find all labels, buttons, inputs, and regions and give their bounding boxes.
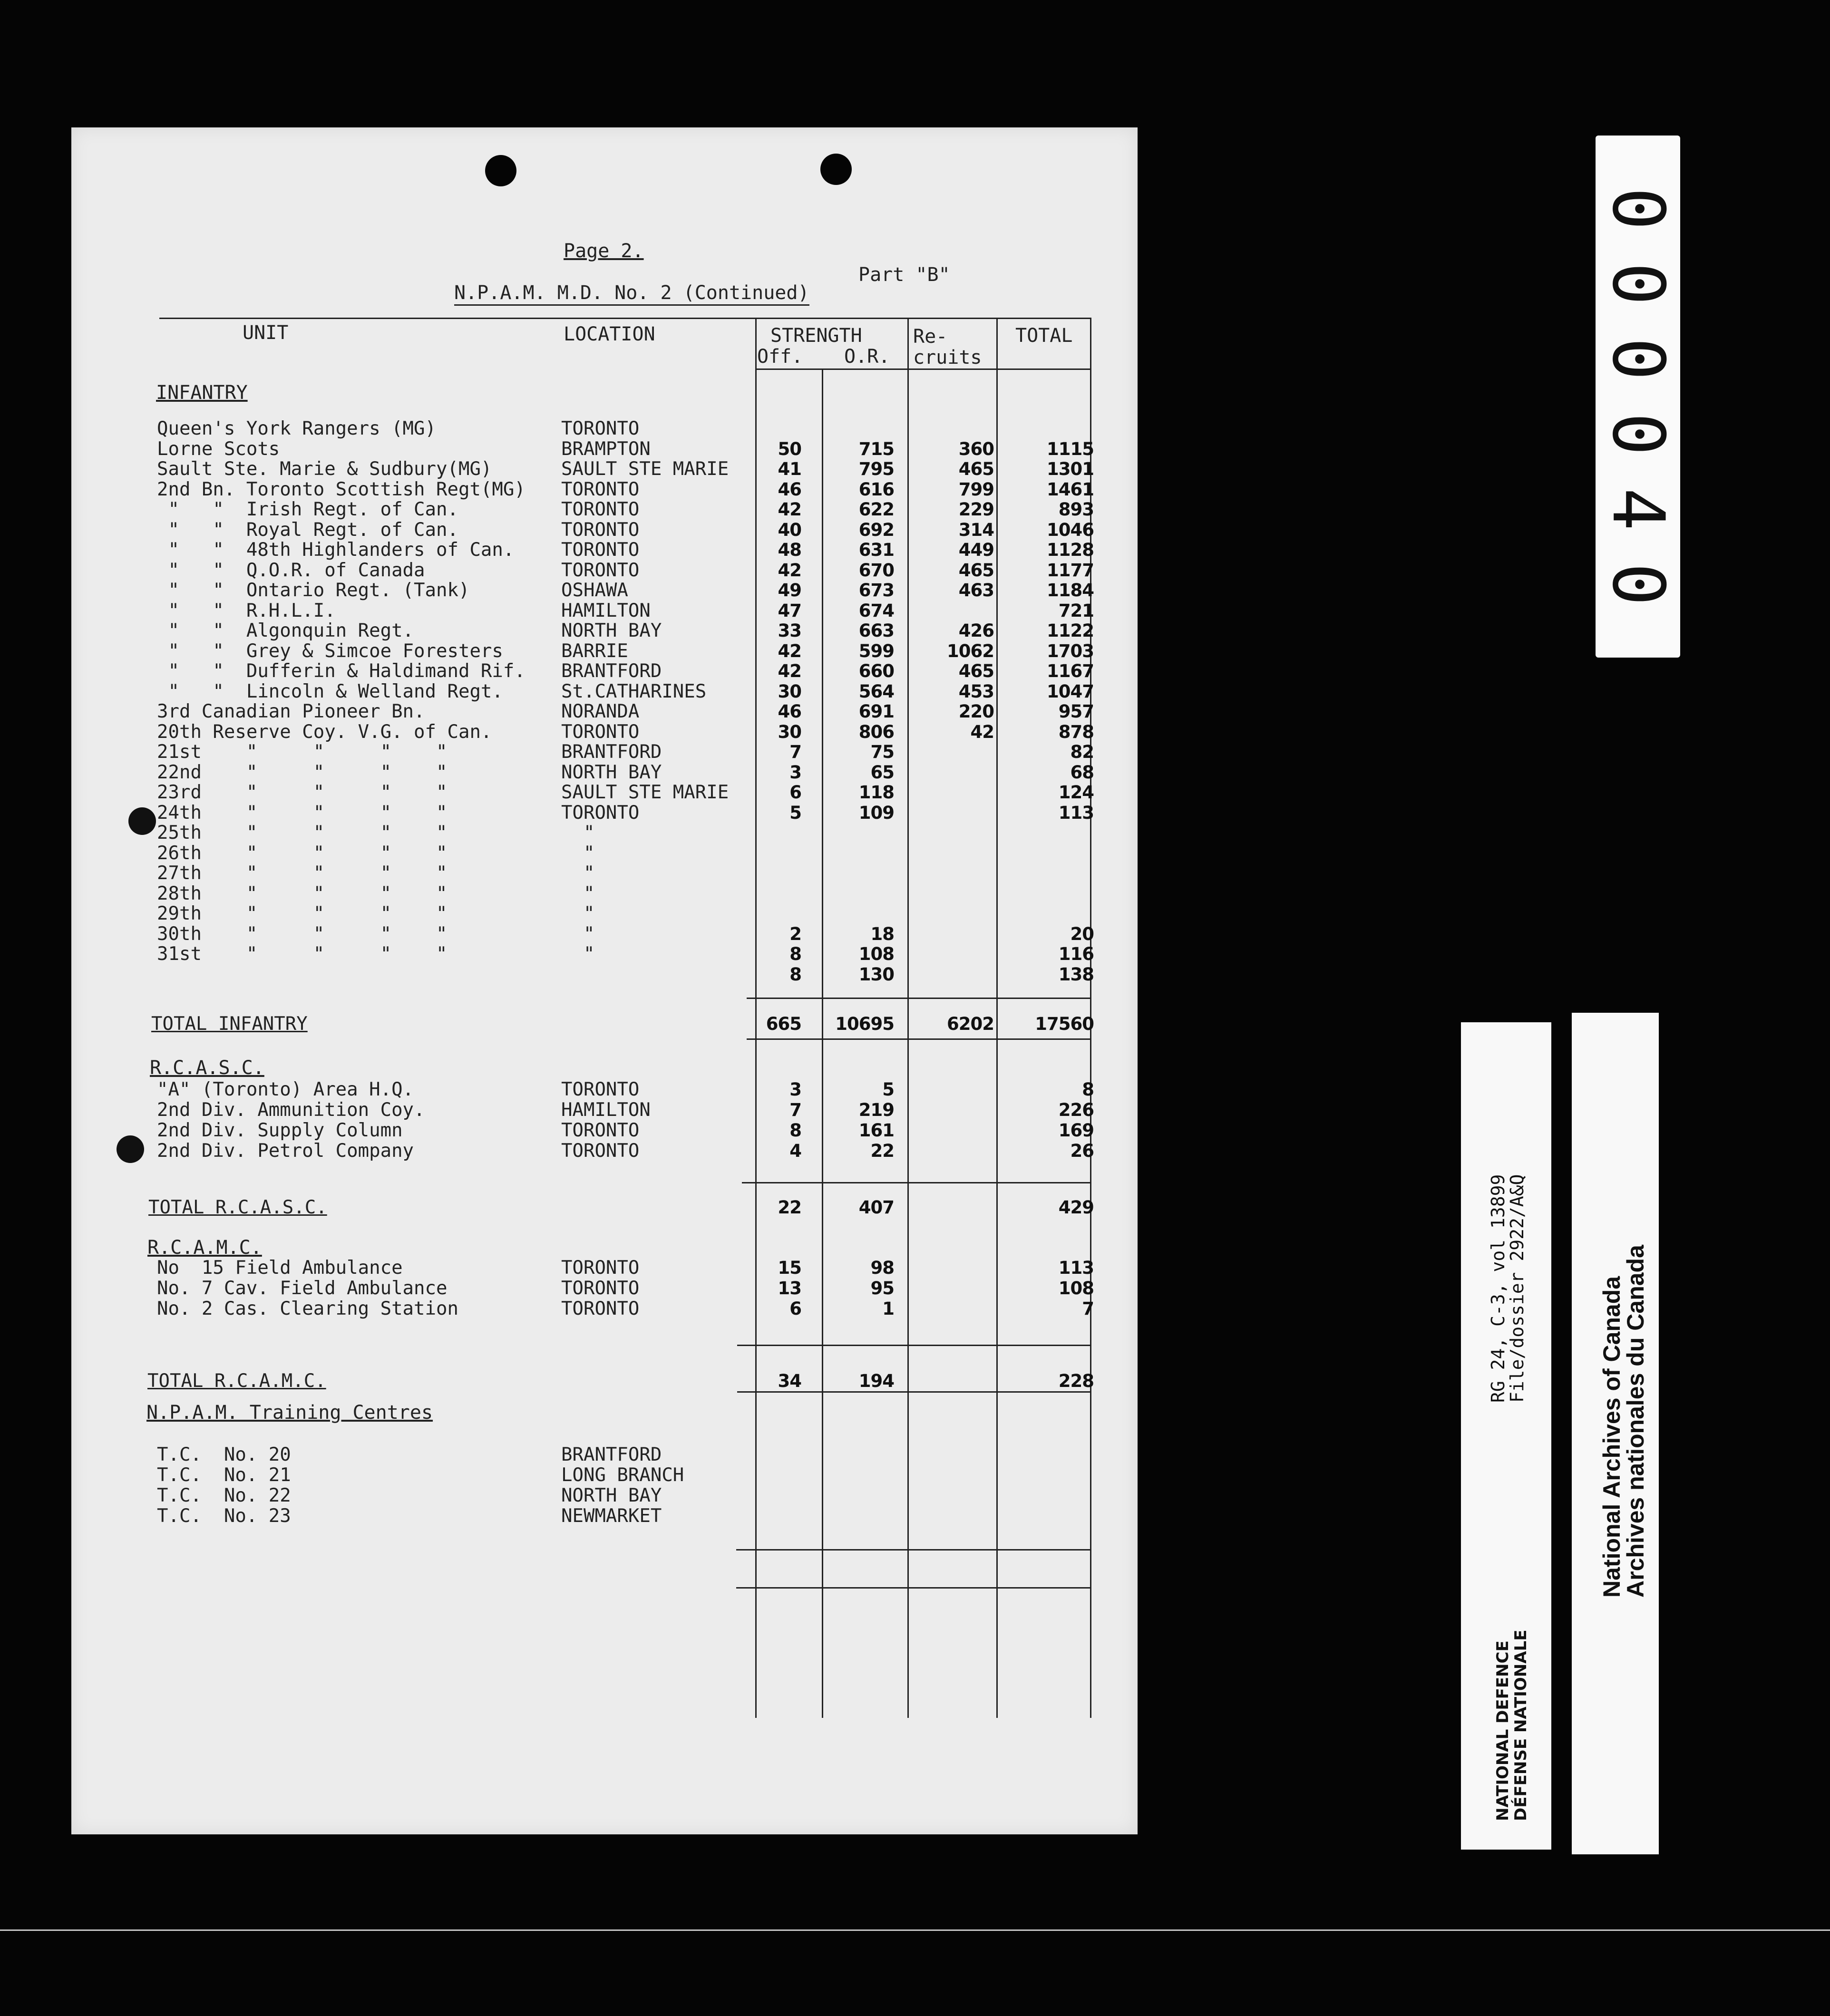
infantry-row bbox=[71, 540, 1138, 560]
header-bottom-rule bbox=[756, 368, 1091, 370]
infantry-or-value: 118 bbox=[858, 782, 894, 803]
infantry-location: TORONTO bbox=[561, 802, 640, 824]
frame-digit: 0 bbox=[1596, 562, 1679, 606]
infantry-unit: 23rd " " " " bbox=[157, 782, 448, 803]
infantry-rec-value: 314 bbox=[958, 519, 994, 540]
infantry-location: " bbox=[561, 842, 595, 864]
infantry-rec-value: 449 bbox=[958, 540, 994, 560]
rcasc-unit: 2nd Div. Petrol Company bbox=[157, 1140, 414, 1162]
infantry-location: TORONTO bbox=[561, 418, 640, 439]
infantry-row bbox=[71, 803, 1138, 823]
infantry-tot-value: 1046 bbox=[1047, 519, 1094, 540]
total-rcasc-row bbox=[71, 1197, 1138, 1218]
total-rcasc-off: 22 bbox=[778, 1197, 801, 1218]
infantry-off-value: 33 bbox=[778, 620, 801, 641]
rcamc-unit: No. 7 Cav. Field Ambulance bbox=[157, 1278, 448, 1299]
infantry-location: " bbox=[561, 923, 595, 945]
rcasc-row bbox=[71, 1120, 1138, 1141]
infantry-tot-value: 68 bbox=[1070, 762, 1094, 783]
total-infantry-label: TOTAL INFANTRY bbox=[151, 1013, 308, 1035]
infantry-row bbox=[71, 520, 1138, 540]
infantry-location: TORONTO bbox=[561, 721, 640, 743]
infantry-rec-value: 465 bbox=[958, 459, 994, 479]
section-infantry: INFANTRY bbox=[156, 382, 248, 404]
infantry-row bbox=[71, 742, 1138, 762]
training-row bbox=[71, 1506, 1138, 1526]
rcasc-tot-value: 8 bbox=[1082, 1079, 1094, 1100]
infantry-unit: " " Dufferin & Haldimand Rif. bbox=[157, 660, 526, 682]
table-end-rule-1 bbox=[736, 1549, 1091, 1551]
training-row bbox=[71, 1444, 1138, 1465]
infantry-tot-value: 1047 bbox=[1047, 681, 1094, 702]
infantry-location: " bbox=[561, 903, 595, 924]
rcasc-location: TORONTO bbox=[561, 1140, 640, 1162]
rcasc-off-value: 4 bbox=[789, 1141, 801, 1161]
infantry-unit: 31st " " " " bbox=[157, 943, 448, 965]
infantry-tot-value: 721 bbox=[1058, 600, 1094, 621]
rcasc-location: HAMILTON bbox=[561, 1099, 651, 1121]
rcasc-location: TORONTO bbox=[561, 1079, 640, 1100]
margin-bullet-1 bbox=[128, 807, 156, 835]
infantry-or-value: 691 bbox=[858, 701, 894, 722]
infantry-or-value: 65 bbox=[870, 762, 894, 783]
rcamc-unit: No. 2 Cas. Clearing Station bbox=[157, 1298, 458, 1319]
infantry-off-value: 46 bbox=[778, 701, 801, 722]
rcamc-tot-value: 7 bbox=[1082, 1299, 1094, 1319]
infantry-unit: 29th " " " " bbox=[157, 903, 448, 924]
infantry-tot-value: 116 bbox=[1058, 944, 1094, 964]
infantry-rec-value: 465 bbox=[958, 661, 994, 681]
rcamc-off-value: 13 bbox=[778, 1278, 801, 1299]
infantry-rec-value: 229 bbox=[958, 499, 994, 520]
infantry-tot-value: 893 bbox=[1058, 499, 1094, 520]
infantry-or-value: 795 bbox=[858, 459, 894, 479]
infantry-row bbox=[71, 479, 1138, 500]
frame-digit: 0 bbox=[1596, 187, 1679, 231]
infantry-total-rule bbox=[747, 998, 1091, 999]
infantry-row bbox=[71, 823, 1138, 843]
infantry-unit: " " Irish Regt. of Can. bbox=[157, 499, 458, 520]
training-unit: T.C. No. 20 bbox=[157, 1444, 291, 1465]
total-infantry-off: 665 bbox=[766, 1014, 801, 1034]
rcamc-total-rule bbox=[737, 1345, 1091, 1346]
infantry-location: SAULT STE MARIE bbox=[561, 782, 729, 803]
infantry-row bbox=[71, 580, 1138, 601]
rcamc-unit: No 15 Field Ambulance bbox=[157, 1257, 403, 1279]
infantry-off-value: 47 bbox=[778, 600, 801, 621]
section-rcamc: R.C.A.M.C. bbox=[147, 1237, 262, 1259]
rcamc-location: TORONTO bbox=[561, 1257, 640, 1279]
rcamc-row bbox=[71, 1278, 1138, 1299]
infantry-row bbox=[71, 439, 1138, 459]
infantry-off-value: 7 bbox=[789, 742, 801, 762]
header-recruits: Re- cruits bbox=[913, 326, 982, 368]
infantry-or-value: 806 bbox=[858, 721, 894, 742]
rcamc-or-value: 95 bbox=[870, 1278, 894, 1299]
archives-line-2: Archives nationales du Canada bbox=[1622, 1245, 1649, 1598]
infantry-or-value: 660 bbox=[858, 661, 894, 681]
infantry-off-value: 8 bbox=[789, 964, 801, 985]
rcasc-off-value: 8 bbox=[789, 1120, 801, 1141]
total-infantry-row bbox=[71, 1014, 1138, 1034]
infantry-unit: 24th " " " " bbox=[157, 802, 448, 824]
infantry-off-value: 49 bbox=[778, 580, 801, 601]
training-location: LONG BRANCH bbox=[561, 1464, 684, 1486]
infantry-or-value: 18 bbox=[870, 923, 894, 944]
rcasc-unit: "A" (Toronto) Area H.Q. bbox=[157, 1079, 414, 1100]
infantry-tot-value: 1184 bbox=[1047, 580, 1094, 601]
header-off: Off. bbox=[757, 346, 803, 368]
training-row bbox=[71, 1485, 1138, 1506]
infantry-off-value: 6 bbox=[789, 782, 801, 803]
page-number: Page 2. bbox=[564, 240, 644, 262]
header-unit: UNIT bbox=[243, 322, 289, 344]
infantry-or-value: 75 bbox=[870, 742, 894, 762]
infantry-tot-value: 113 bbox=[1058, 802, 1094, 823]
infantry-row bbox=[71, 722, 1138, 742]
rcasc-unit: 2nd Div. Supply Column bbox=[157, 1120, 403, 1141]
rcasc-row bbox=[71, 1100, 1138, 1120]
frame-digit: 0 bbox=[1596, 337, 1679, 381]
infantry-row bbox=[71, 782, 1138, 803]
infantry-off-value: 5 bbox=[789, 802, 801, 823]
infantry-row bbox=[71, 924, 1138, 944]
total-rcamc-off: 34 bbox=[778, 1371, 801, 1391]
infantry-rec-value: 1062 bbox=[947, 640, 994, 661]
infantry-row bbox=[71, 601, 1138, 621]
total-rcamc-total: 228 bbox=[1058, 1371, 1094, 1391]
rcamc-location: TORONTO bbox=[561, 1298, 640, 1319]
infantry-row bbox=[71, 883, 1138, 904]
infantry-or-value: 622 bbox=[858, 499, 894, 520]
training-unit: T.C. No. 22 bbox=[157, 1485, 291, 1506]
infantry-unit: " " R.H.L.I. bbox=[157, 600, 336, 621]
infantry-off-value: 30 bbox=[778, 681, 801, 702]
infantry-location: BARRIE bbox=[561, 640, 628, 662]
infantry-location: OSHAWA bbox=[561, 580, 628, 601]
infantry-or-value: 715 bbox=[858, 438, 894, 459]
infantry-location: TORONTO bbox=[561, 539, 640, 561]
infantry-location: BRAMPTON bbox=[561, 438, 651, 460]
rcamc-off-value: 6 bbox=[789, 1299, 801, 1319]
infantry-unit: 27th " " " " bbox=[157, 863, 448, 884]
infantry-off-value: 46 bbox=[778, 479, 801, 500]
frame-digit: 0 bbox=[1596, 262, 1679, 306]
rcasc-tot-value: 226 bbox=[1058, 1100, 1094, 1120]
infantry-unit: 3rd Canadian Pioneer Bn. bbox=[157, 701, 425, 722]
infantry-row bbox=[71, 843, 1138, 863]
margin-bullet-2 bbox=[117, 1135, 144, 1163]
infantry-or-value: 599 bbox=[858, 640, 894, 661]
infantry-unit: Queen's York Rangers (MG) bbox=[157, 418, 436, 439]
infantry-row bbox=[71, 620, 1138, 641]
infantry-unit: " " Algonquin Regt. bbox=[157, 620, 414, 641]
infantry-tot-value: 878 bbox=[1058, 721, 1094, 742]
infantry-unit: 2nd Bn. Toronto Scottish Regt(MG) bbox=[157, 478, 526, 500]
section-training-centres: N.P.A.M. Training Centres bbox=[146, 1402, 433, 1424]
rcasc-row bbox=[71, 1141, 1138, 1161]
part-label: Part "B" bbox=[858, 264, 950, 286]
infantry-tot-value: 1115 bbox=[1047, 438, 1094, 459]
infantry-off-value: 48 bbox=[778, 540, 801, 560]
infantry-location: NORTH BAY bbox=[561, 620, 662, 641]
rcasc-off-value: 3 bbox=[789, 1079, 801, 1100]
rcasc-row bbox=[71, 1079, 1138, 1100]
infantry-unit: Lorne Scots bbox=[157, 438, 280, 460]
infantry-unit: " " Q.O.R. of Canada bbox=[157, 559, 425, 581]
total-infantry-total: 17560 bbox=[1035, 1014, 1094, 1034]
infantry-location: " bbox=[561, 822, 595, 843]
infantry-off-value: 40 bbox=[778, 519, 801, 540]
rcamc-or-value: 98 bbox=[870, 1258, 894, 1278]
infantry-unit: " " Royal Regt. of Can. bbox=[157, 519, 458, 541]
infantry-rec-value: 42 bbox=[970, 721, 994, 742]
rcasc-or-value: 219 bbox=[858, 1100, 894, 1120]
infantry-location: TORONTO bbox=[561, 499, 640, 520]
infantry-location: " bbox=[561, 882, 595, 904]
rcamc-tot-value: 108 bbox=[1058, 1278, 1094, 1299]
infantry-location: BRANTFORD bbox=[561, 660, 662, 682]
rcamc-total-bottom-rule bbox=[737, 1391, 1091, 1393]
total-rcasc-or: 407 bbox=[858, 1197, 894, 1218]
infantry-unit: " " Grey & Simcoe Foresters bbox=[157, 640, 503, 662]
infantry-location: NORANDA bbox=[561, 701, 640, 722]
infantry-tot-value: 1177 bbox=[1047, 560, 1094, 581]
infantry-location: TORONTO bbox=[561, 519, 640, 541]
infantry-off-value: 42 bbox=[778, 499, 801, 520]
reference-line-2: File/dossier 2922/A&Q bbox=[1507, 1174, 1528, 1403]
infantry-row bbox=[71, 863, 1138, 883]
section-rcasc: R.C.A.S.C. bbox=[150, 1057, 264, 1079]
infantry-tot-value: 1128 bbox=[1047, 540, 1094, 560]
infantry-off-value: 42 bbox=[778, 661, 801, 681]
infantry-or-value: 130 bbox=[858, 964, 894, 985]
punch-hole-right bbox=[820, 154, 852, 185]
infantry-tot-value: 1301 bbox=[1047, 459, 1094, 479]
infantry-off-value: 30 bbox=[778, 721, 801, 742]
rcasc-off-value: 7 bbox=[789, 1100, 801, 1120]
rcasc-total-rule bbox=[742, 1182, 1091, 1183]
reference-line-1: RG 24, C-3, vol 13899 bbox=[1488, 1174, 1509, 1403]
infantry-unit: 30th " " " " bbox=[157, 923, 448, 945]
infantry-row bbox=[71, 661, 1138, 681]
infantry-unit: 22nd " " " " bbox=[157, 761, 448, 783]
total-rcamc-or: 194 bbox=[858, 1371, 894, 1391]
total-rcamc-row bbox=[71, 1371, 1138, 1391]
infantry-rec-value: 465 bbox=[958, 560, 994, 581]
table-top-rule bbox=[159, 318, 1091, 319]
infantry-row bbox=[71, 459, 1138, 479]
rcasc-or-value: 5 bbox=[882, 1079, 894, 1100]
infantry-rec-value: 426 bbox=[958, 620, 994, 641]
infantry-off-value: 2 bbox=[789, 923, 801, 944]
infantry-off-value: 8 bbox=[789, 944, 801, 964]
archives-line-1: National Archives of Canada bbox=[1598, 1276, 1625, 1598]
infantry-tot-value: 1167 bbox=[1047, 661, 1094, 681]
frame-digit: 4 bbox=[1596, 487, 1679, 531]
rcasc-tot-value: 26 bbox=[1070, 1141, 1094, 1161]
infantry-or-value: 108 bbox=[858, 944, 894, 964]
infantry-location: " bbox=[561, 863, 595, 884]
header-or: O.R. bbox=[844, 346, 890, 368]
infantry-row bbox=[71, 762, 1138, 783]
infantry-or-value: 670 bbox=[858, 560, 894, 581]
rcasc-unit: 2nd Div. Ammunition Coy. bbox=[157, 1099, 425, 1121]
training-location: NEWMARKET bbox=[561, 1505, 662, 1527]
infantry-row bbox=[71, 418, 1138, 439]
rcamc-off-value: 15 bbox=[778, 1258, 801, 1278]
infantry-tot-value: 1703 bbox=[1047, 640, 1094, 661]
header-location: LOCATION bbox=[564, 323, 655, 345]
infantry-total-bottom-rule bbox=[747, 1038, 1091, 1040]
infantry-location: " bbox=[561, 943, 595, 965]
infantry-or-value: 616 bbox=[858, 479, 894, 500]
training-row bbox=[71, 1465, 1138, 1485]
infantry-rec-value: 463 bbox=[958, 580, 994, 601]
infantry-unit: Sault Ste. Marie & Sudbury(MG) bbox=[157, 458, 492, 480]
frame-number-tag bbox=[1596, 136, 1680, 658]
infantry-off-value: 42 bbox=[778, 560, 801, 581]
infantry-location: NORTH BAY bbox=[561, 761, 662, 783]
infantry-location: SAULT STE MARIE bbox=[561, 458, 729, 480]
training-unit: T.C. No. 23 bbox=[157, 1505, 291, 1527]
infantry-location: BRANTFORD bbox=[561, 741, 662, 763]
rcamc-or-value: 1 bbox=[882, 1299, 894, 1319]
infantry-tot-value: 124 bbox=[1058, 782, 1094, 803]
infantry-row bbox=[71, 903, 1138, 924]
rcamc-location: TORONTO bbox=[561, 1278, 640, 1299]
infantry-tot-value: 957 bbox=[1058, 701, 1094, 722]
infantry-location: TORONTO bbox=[561, 478, 640, 500]
infantry-or-value: 673 bbox=[858, 580, 894, 601]
infantry-tot-value: 1122 bbox=[1047, 620, 1094, 641]
infantry-row bbox=[71, 499, 1138, 520]
infantry-rec-value: 220 bbox=[958, 701, 994, 722]
document-page bbox=[71, 127, 1138, 1834]
rcasc-or-value: 22 bbox=[870, 1141, 894, 1161]
infantry-unit: 26th " " " " bbox=[157, 842, 448, 864]
infantry-row bbox=[71, 701, 1138, 722]
infantry-or-value: 674 bbox=[858, 600, 894, 621]
infantry-or-value: 564 bbox=[858, 681, 894, 702]
total-rcasc-label: TOTAL R.C.A.S.C. bbox=[148, 1197, 327, 1218]
rcasc-tot-value: 169 bbox=[1058, 1120, 1094, 1141]
infantry-unit: " " Ontario Regt. (Tank) bbox=[157, 580, 470, 601]
infantry-unit: " " Lincoln & Welland Regt. bbox=[157, 680, 503, 702]
infantry-off-value: 41 bbox=[778, 459, 801, 479]
frame-digit: 0 bbox=[1596, 412, 1679, 456]
infantry-or-value: 631 bbox=[858, 540, 894, 560]
department-line-2: DÉFENSE NATIONALE bbox=[1511, 1629, 1530, 1821]
infantry-or-value: 692 bbox=[858, 519, 894, 540]
infantry-unit: 25th " " " " bbox=[157, 822, 448, 843]
infantry-row bbox=[71, 681, 1138, 702]
department-line-1: NATIONAL DEFENCE bbox=[1493, 1640, 1512, 1821]
infantry-rec-value: 453 bbox=[958, 681, 994, 702]
infantry-row bbox=[71, 560, 1138, 581]
total-infantry-or: 10695 bbox=[835, 1014, 894, 1034]
scan-edge-line bbox=[0, 1929, 1830, 1931]
frame-number-digits bbox=[1596, 173, 1679, 620]
rcasc-location: TORONTO bbox=[561, 1120, 640, 1141]
infantry-tot-value: 20 bbox=[1070, 923, 1094, 944]
infantry-or-value: 109 bbox=[858, 802, 894, 823]
infantry-tot-value: 138 bbox=[1058, 964, 1094, 985]
infantry-tot-value: 82 bbox=[1070, 742, 1094, 762]
infantry-unit: 21st " " " " bbox=[157, 741, 448, 763]
infantry-location: HAMILTON bbox=[561, 600, 651, 621]
infantry-location: St.CATHARINES bbox=[561, 680, 707, 702]
table-end-rule-2 bbox=[736, 1587, 1091, 1589]
rcamc-tot-value: 113 bbox=[1058, 1258, 1094, 1278]
infantry-location: TORONTO bbox=[561, 559, 640, 581]
total-rcamc-label: TOTAL R.C.A.M.C. bbox=[147, 1370, 326, 1392]
infantry-rec-value: 799 bbox=[958, 479, 994, 500]
training-location: BRANTFORD bbox=[561, 1444, 662, 1465]
infantry-row bbox=[71, 964, 1138, 985]
punch-hole-left bbox=[485, 155, 516, 186]
infantry-unit: 20th Reserve Coy. V.G. of Can. bbox=[157, 721, 492, 743]
total-rcasc-total: 429 bbox=[1058, 1197, 1094, 1218]
page-subtitle: N.P.A.M. M.D. No. 2 (Continued) bbox=[454, 283, 809, 306]
training-location: NORTH BAY bbox=[561, 1485, 662, 1506]
rcamc-row bbox=[71, 1258, 1138, 1278]
infantry-unit: 28th " " " " bbox=[157, 882, 448, 904]
header-total: TOTAL bbox=[1015, 325, 1073, 347]
infantry-tot-value: 1461 bbox=[1047, 479, 1094, 500]
rcamc-row bbox=[71, 1299, 1138, 1319]
infantry-row bbox=[71, 944, 1138, 964]
rcasc-or-value: 161 bbox=[858, 1120, 894, 1141]
header-strength: STRENGTH bbox=[770, 325, 862, 347]
total-infantry-recruits: 6202 bbox=[947, 1014, 994, 1034]
infantry-row bbox=[71, 641, 1138, 661]
infantry-off-value: 50 bbox=[778, 438, 801, 459]
infantry-off-value: 3 bbox=[789, 762, 801, 783]
infantry-or-value: 663 bbox=[858, 620, 894, 641]
infantry-rec-value: 360 bbox=[958, 438, 994, 459]
infantry-unit: " " 48th Highlanders of Can. bbox=[157, 539, 515, 561]
infantry-off-value: 42 bbox=[778, 640, 801, 661]
training-unit: T.C. No. 21 bbox=[157, 1464, 291, 1486]
